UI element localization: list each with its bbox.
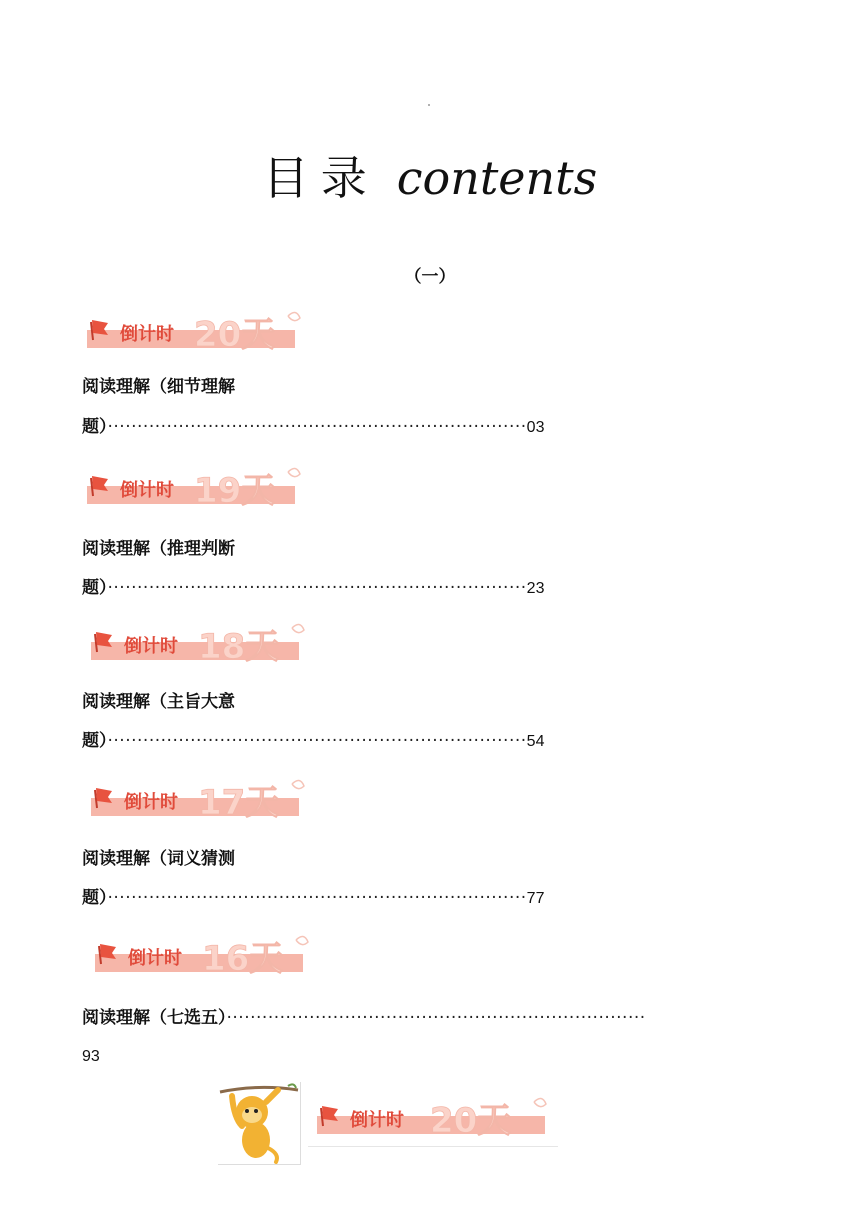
footer-rule: [308, 1146, 558, 1147]
badge-number: 16天: [202, 939, 284, 979]
badge-prefix: 倒计时: [120, 324, 174, 345]
title-english: contents: [396, 151, 598, 205]
page-number: 23: [526, 580, 545, 597]
toc-entry-1-line1: 阅读理解（细节理解: [82, 377, 235, 397]
toc-entry-5-line1[interactable]: [82, 1006, 646, 1030]
entry-text: 题）: [82, 417, 108, 437]
leader-dots: ·······································································: [107, 888, 527, 908]
page-number: 54: [526, 733, 545, 750]
countdown-badge-16: [90, 924, 315, 980]
badge-prefix: 倒计时: [124, 792, 178, 813]
leader-dots: ·······································································: [226, 1008, 646, 1028]
title-chinese: 目录: [262, 151, 379, 205]
toc-entry-3-line1: 阅读理解（主旨大意: [82, 692, 235, 712]
toc-entry-4-line2[interactable]: [82, 886, 544, 911]
badge-number: 20天: [430, 1101, 512, 1141]
badge-prefix: 倒计时: [128, 948, 182, 969]
badge-prefix: 倒计时: [124, 636, 178, 657]
toc-entry-3-line2[interactable]: [82, 729, 544, 754]
toc-entry-5-line2[interactable]: [82, 1044, 100, 1069]
page-number: 93: [82, 1048, 100, 1065]
badge-number: 20天: [194, 315, 276, 355]
entry-text: 阅读理解（七选五）: [82, 1008, 227, 1028]
countdown-badge-19: [82, 456, 307, 512]
leader-dots: ·······································································: [107, 417, 527, 437]
countdown-badge-18: [86, 612, 311, 668]
badge-number: 17天: [198, 783, 280, 823]
page-title: [0, 148, 860, 208]
countdown-badge-17: [86, 768, 311, 824]
countdown-badge-20: [82, 300, 307, 356]
badge-number: 18天: [198, 627, 280, 667]
entry-text: 题）: [82, 578, 108, 598]
entry-text: 题）: [82, 888, 108, 908]
badge-prefix: 倒计时: [120, 480, 174, 501]
monkey-mascot-icon: [218, 1082, 301, 1165]
countdown-badge-footer: [312, 1086, 537, 1142]
badge-prefix: 倒计时: [350, 1110, 404, 1131]
page-number: 77: [526, 890, 545, 907]
section-heading: （一）: [404, 267, 456, 287]
decorative-dot: [428, 104, 430, 106]
page-number: 03: [526, 419, 545, 436]
badge-number: 19天: [194, 471, 276, 511]
toc-entry-2-line1: 阅读理解（推理判断: [82, 539, 235, 559]
toc-entry-2-line2[interactable]: [82, 576, 544, 601]
leader-dots: ·······································································: [107, 731, 527, 751]
entry-text: 题）: [82, 731, 108, 751]
toc-entry-1-line2[interactable]: [82, 415, 544, 440]
leader-dots: ·······································································: [107, 578, 527, 598]
toc-entry-4-line1: 阅读理解（词义猜测: [82, 849, 235, 869]
